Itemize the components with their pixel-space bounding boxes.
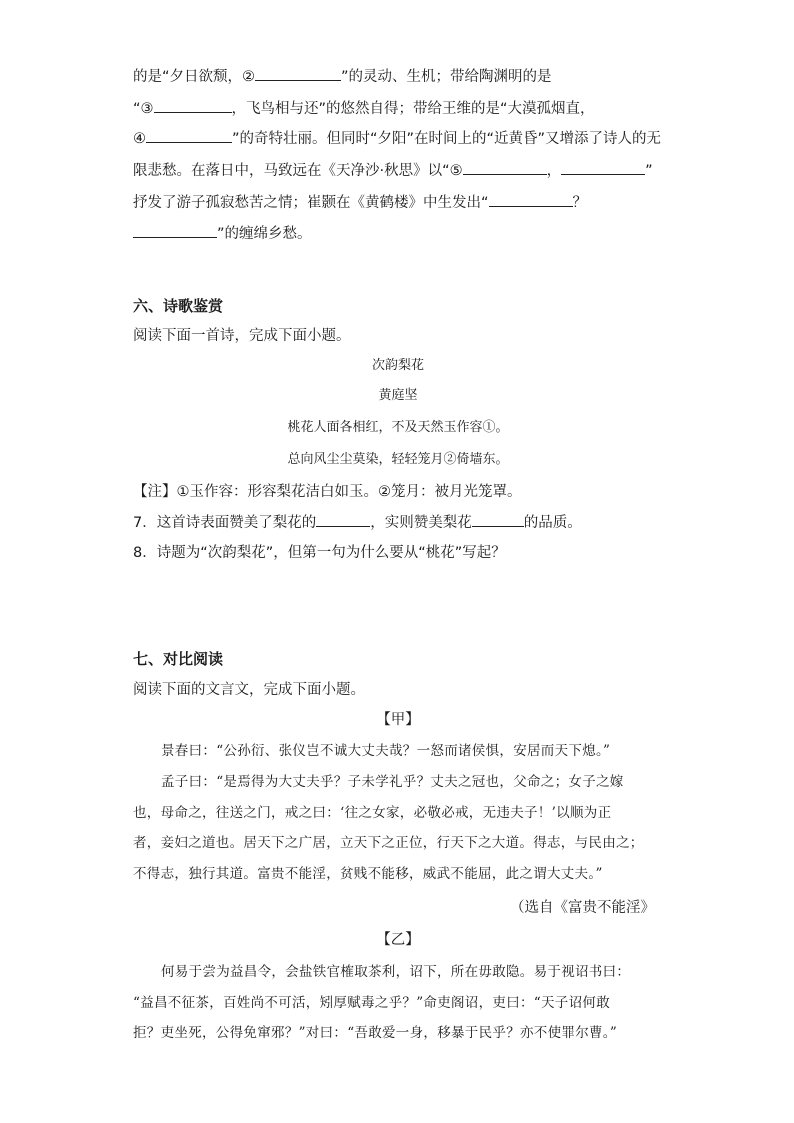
yi-paragraph-line-2: “益昌不征茶，百姓尚不可活，矧厚赋毒之乎？”命吏阁诏，吏曰：“天子诏何敢: [133, 995, 611, 1011]
jia-source: （选自《富贵不能淫》: [510, 900, 655, 916]
jia-paragraph-2-line-3: 者，妾妇之道也。居天下之广居，立天下之正位，行天下之大道。得志，与民由之；: [133, 835, 644, 851]
answer-blank-3[interactable]: [154, 98, 232, 113]
section-heading-7: 七、对比阅读: [133, 650, 224, 668]
answer-blank-2[interactable]: [255, 66, 341, 81]
fill-line-5: [133, 192, 663, 213]
question-8: 8．诗题为“次韵梨花”，但第一句为什么要从“桃花”写起？: [133, 545, 506, 561]
text: ？: [572, 195, 588, 211]
answer-blank-5b[interactable]: [561, 160, 645, 175]
section-intro-6: 阅读下面一首诗，完成下面小题。: [133, 328, 351, 344]
text: “③: [133, 101, 154, 117]
poem-title: 次韵梨花: [371, 358, 424, 373]
text: 的是“夕日欲颓，②: [133, 69, 256, 85]
poem-note: 【注】①玉作容：形容梨花洁白如玉。②笼月：被月光笼罩。: [133, 484, 522, 500]
text: 限悲愁。在落日中，马致远在《天净沙·秋思》以“⑤: [133, 163, 463, 179]
answer-blank-q7a[interactable]: [316, 512, 370, 527]
fill-line-4: [133, 160, 663, 181]
text: ，飞鸟相与还”的悠然自得；带给王维的是“大漠孤烟直，: [231, 101, 595, 117]
answer-blank-6a[interactable]: [489, 192, 573, 207]
poem-line-2: 总向风尘尘莫染，轻轻笼月②倚墙东。: [287, 452, 509, 467]
poem-author: 黄庭坚: [378, 388, 418, 403]
section-intro-7: 阅读下面的文言文，完成下面小题。: [133, 682, 365, 698]
fill-line-6: [133, 223, 663, 244]
text: 7．这首诗表面赞美了梨花的: [133, 515, 317, 531]
answer-blank-6b[interactable]: [133, 223, 217, 238]
yi-paragraph-line-1: 何易于尝为益昌令，会盐铁官榷取茶利，诏下，所在毋敢隐。易于视诏书曰：: [161, 964, 631, 980]
fill-line-2: [133, 98, 663, 119]
jia-paragraph-1: 景春曰：“公孙衍、张仪岂不诚大丈夫哉？一怒而诸侯惧，安居而天下熄。”: [161, 743, 611, 759]
text: 抒发了游子孤寂愁苦之情；崔颢在《黄鹤楼》中生发出“: [133, 195, 489, 211]
text: ”的灵动、生机；带给陶渊明的是: [341, 69, 552, 85]
jia-paragraph-2-line-4: 不得志，独行其道。富贵不能淫，贫贱不能移，威武不能屈，此之谓大丈夫。”: [133, 866, 603, 882]
jia-paragraph-2-line-2: 也，母命之，往送之门，戒之曰：‘往之女家，必敬必戒，无违夫子！’以顺为正: [133, 805, 612, 821]
passage-label-yi: 【乙】: [376, 932, 420, 948]
text: ④: [133, 131, 146, 147]
answer-blank-q7b[interactable]: [472, 512, 524, 527]
answer-blank-5a[interactable]: [463, 160, 547, 175]
question-7: [133, 512, 663, 533]
passage-label-jia: 【甲】: [376, 712, 420, 728]
section-heading-6: 六、诗歌鉴赏: [133, 297, 224, 315]
text: ，实则赞美梨花: [370, 515, 472, 531]
text: ，: [546, 163, 562, 179]
poem-line-1: 桃花人面各相红，不及天然玉作容①。: [287, 420, 509, 435]
yi-paragraph-line-3: 拒？吏坐死，公得免窜邪？”对曰：“吾敢爱一身，移暴于民乎？亦不使罪尔曹。”: [133, 1025, 618, 1041]
text: ”的奇特壮丽。但同时“夕阳”在时间上的“近黄昏”又增添了诗人的无: [232, 131, 662, 147]
fill-line-1: [133, 66, 663, 87]
text: 的品质。: [523, 515, 582, 531]
text: ”的缠绵乡愁。: [217, 226, 312, 242]
jia-paragraph-2-line-1: 孟子曰：“是焉得为大丈夫乎？子未学礼乎？丈夫之冠也，父命之；女子之嫁: [161, 774, 624, 790]
answer-blank-4[interactable]: [146, 128, 232, 143]
fill-line-3: [133, 128, 663, 149]
text: ”: [645, 163, 653, 179]
